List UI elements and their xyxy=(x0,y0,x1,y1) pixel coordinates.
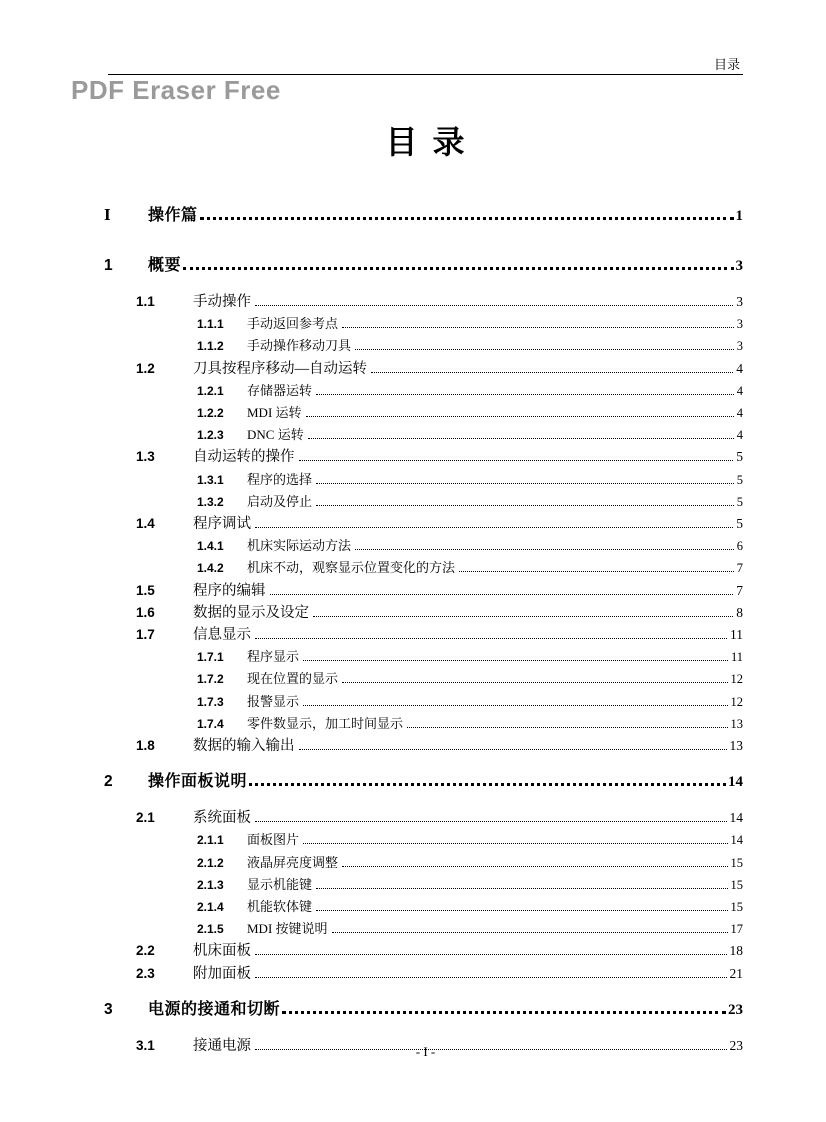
toc-entry xyxy=(104,807,743,829)
toc-entry xyxy=(104,713,743,735)
toc-entry xyxy=(104,335,743,357)
toc-entry-number: I xyxy=(104,205,111,224)
toc-entry-number: 1.4 xyxy=(136,516,155,532)
toc-entry-title: DNC 运转 xyxy=(247,427,304,443)
toc-entry-title: 机床面板 xyxy=(193,943,251,960)
toc-entry-page: 14 xyxy=(730,833,743,848)
toc-entry-page: 23 xyxy=(729,1037,743,1053)
toc-entry-title: 手动操作 xyxy=(193,294,251,310)
toc-entry-title: 接通电源 xyxy=(193,1037,251,1054)
toc-entry-page: 7 xyxy=(736,561,743,576)
toc-leader-dots xyxy=(270,589,734,595)
toc-entry-title: 程序的选择 xyxy=(247,471,313,487)
toc-entry-number: 1.4.2 xyxy=(197,561,224,576)
toc-entry-number: 2 xyxy=(104,773,113,791)
toc-entry-number: 1.6 xyxy=(136,604,155,620)
toc-entry-title: 信息显示 xyxy=(193,627,251,644)
toc-entry-page: 4 xyxy=(736,383,743,398)
toc-leader-dots xyxy=(255,949,727,955)
toc-entry-number: 1.2.2 xyxy=(197,406,224,421)
page-header-label: 目录 xyxy=(713,57,740,72)
toc-entry-number: 2.3 xyxy=(136,965,155,981)
pdf-eraser-watermark: PDF Eraser Free xyxy=(71,75,281,105)
toc-entry-page: 14 xyxy=(729,810,743,826)
toc-entry xyxy=(104,940,743,962)
toc-entry xyxy=(104,998,743,1022)
toc-leader-dots xyxy=(299,744,727,750)
toc-entry-page: 8 xyxy=(736,604,743,620)
toc-entry-title: 机能软体键 xyxy=(247,899,313,915)
toc-entry xyxy=(104,254,743,278)
toc-leader-dots xyxy=(342,322,734,328)
toc-entry xyxy=(104,557,743,579)
toc-entry-page: 17 xyxy=(730,922,743,937)
toc-entry-title: 程序的编辑 xyxy=(193,582,266,599)
toc-entry-title: 面板图片 xyxy=(247,832,300,848)
toc-entry-page: 12 xyxy=(730,672,743,687)
toc-entry-page: 4 xyxy=(736,428,743,443)
toc-entry-page: 3 xyxy=(736,339,743,354)
toc-leader-dots xyxy=(332,927,728,933)
toc-leader-dots xyxy=(316,478,734,484)
toc-entry-page: 11 xyxy=(730,650,743,665)
toc-leader-dots xyxy=(355,344,734,350)
toc-entry xyxy=(104,491,743,513)
toc-entry-title: 操作篇 xyxy=(148,207,198,224)
toc-entry-title: 报警显示 xyxy=(247,693,300,709)
toc-entry xyxy=(104,446,743,468)
toc-entry-title: MDI 运转 xyxy=(247,405,302,421)
toc-entry xyxy=(104,852,743,874)
toc-entry-page: 5 xyxy=(736,494,743,509)
toc-entry-page: 4 xyxy=(736,360,743,376)
toc-entry-number: 2.2 xyxy=(136,943,155,959)
toc-entry-number: 1.7.4 xyxy=(197,716,224,731)
toc-entry-number: 3.1 xyxy=(136,1037,155,1053)
toc-entry-page: 13 xyxy=(730,716,743,731)
toc-entry-title: 程序调试 xyxy=(193,516,251,533)
toc-entry-page: 5 xyxy=(736,516,743,532)
toc-entry-title: 电源的接通和切断 xyxy=(148,1000,281,1018)
toc-entry-number: 1.5 xyxy=(136,582,155,598)
toc-entry xyxy=(104,313,743,335)
toc-entry-title: 操作面板说明 xyxy=(148,773,248,791)
toc-entry-page: 4 xyxy=(736,406,743,421)
toc-leader-dots xyxy=(200,212,734,220)
toc-entry xyxy=(104,874,743,896)
toc-entry-number: 2.1.3 xyxy=(197,877,224,892)
toc-entry-title: 液晶屏亮度调整 xyxy=(247,854,339,870)
toc-leader-dots xyxy=(316,883,727,889)
toc-entry xyxy=(104,963,743,985)
toc-leader-dots xyxy=(313,611,733,617)
page-title: 目 录 xyxy=(385,124,466,160)
toc-entry-number: 1.2.1 xyxy=(197,383,224,398)
toc-leader-dots xyxy=(249,778,726,786)
toc-entry-page: 3 xyxy=(736,294,743,309)
toc-leader-dots xyxy=(183,262,733,270)
toc-entry-title: 显示机能键 xyxy=(247,876,313,892)
toc-leader-dots xyxy=(316,500,734,506)
toc-leader-dots xyxy=(255,633,727,639)
toc-entry-title: 手动返回参考点 xyxy=(247,316,339,332)
toc-entry-title: 零件数显示，加工时间显示 xyxy=(247,715,404,731)
toc-entry-title: 机床不动，观察显示位置变化的方法 xyxy=(247,560,456,576)
toc-leader-dots xyxy=(255,816,727,822)
toc-entry-number: 1.7 xyxy=(136,627,155,643)
toc-entry xyxy=(104,203,743,228)
toc-entry-title: 机床实际运动方法 xyxy=(247,538,352,554)
toc-entry-number: 1.3 xyxy=(136,449,155,465)
toc-leader-dots xyxy=(306,411,734,417)
toc-entry-page: 12 xyxy=(730,694,743,709)
toc-leader-dots xyxy=(407,722,727,728)
toc-entry-page: 3 xyxy=(735,258,743,274)
toc-entry-title: 手动操作移动刀具 xyxy=(247,338,352,354)
toc-entry xyxy=(104,580,743,602)
toc-entry-number: 1.4.1 xyxy=(197,539,224,554)
toc-entry xyxy=(104,646,743,668)
toc-entry-number: 1.2.3 xyxy=(197,428,224,443)
toc-leader-dots xyxy=(371,367,733,373)
toc-entry-number: 1.8 xyxy=(136,738,155,754)
toc-entry-title: 概要 xyxy=(148,257,182,274)
toc-entry-number: 2.1 xyxy=(136,810,155,826)
toc-entry xyxy=(104,691,743,713)
toc-entry xyxy=(104,358,743,380)
toc-entry-number: 1 xyxy=(104,257,113,274)
toc-entry-number: 1.7.1 xyxy=(197,650,224,665)
toc-leader-dots xyxy=(355,544,734,550)
toc-entry-title: MDI 按键说明 xyxy=(247,921,328,937)
toc-entry-number: 1.3.2 xyxy=(197,494,224,509)
toc-entry xyxy=(104,424,743,446)
toc-entry-title: 现在位置的显示 xyxy=(247,671,339,687)
toc-entry xyxy=(104,624,743,646)
toc-entry-number: 2.1.1 xyxy=(197,833,224,848)
toc-entry-number: 3 xyxy=(104,1000,113,1018)
toc-entry-title: 数据的显示及设定 xyxy=(193,604,309,621)
toc-entry-title: 启动及停止 xyxy=(247,493,313,509)
toc-entry-page: 15 xyxy=(730,855,743,870)
toc-entry-page: 3 xyxy=(736,317,743,332)
toc-entry-number: 1.7.3 xyxy=(197,694,224,709)
toc-leader-dots xyxy=(299,455,734,461)
toc-entry xyxy=(104,896,743,918)
toc-leader-dots xyxy=(342,861,727,867)
toc xyxy=(104,190,743,1057)
toc-leader-dots xyxy=(459,566,734,572)
toc-leader-dots xyxy=(303,655,728,661)
toc-entry xyxy=(104,735,743,757)
toc-entry-number: 2.1.5 xyxy=(197,922,224,937)
toc-entry-number: 1.1 xyxy=(136,294,155,309)
toc-entry-page: 18 xyxy=(729,943,743,959)
toc-entry-title: 刀具按程序移动—自动运转 xyxy=(193,360,367,377)
toc-entry xyxy=(104,770,743,794)
toc-entry xyxy=(104,291,743,313)
toc-leader-dots xyxy=(342,677,727,683)
toc-entry-title: 存储器运转 xyxy=(247,382,313,398)
toc-entry-page: 1 xyxy=(735,208,743,224)
toc-entry-number: 1.7.2 xyxy=(197,672,224,687)
toc-leader-dots xyxy=(303,838,727,844)
toc-leader-dots xyxy=(255,972,727,978)
toc-entry-page: 21 xyxy=(729,965,743,981)
toc-entry-page: 23 xyxy=(728,1001,743,1018)
toc-leader-dots xyxy=(255,522,733,528)
toc-entry-page: 13 xyxy=(729,738,743,754)
toc-entry xyxy=(104,918,743,940)
toc-entry xyxy=(104,380,743,402)
toc-leader-dots xyxy=(282,1006,726,1014)
toc-leader-dots xyxy=(303,700,727,706)
toc-entry-page: 15 xyxy=(730,877,743,892)
toc-entry-title: 系统面板 xyxy=(193,810,251,827)
toc-entry-title: 自动运转的操作 xyxy=(193,449,295,466)
toc-entry-title: 数据的输入输出 xyxy=(193,738,295,755)
toc-entry-title: 程序显示 xyxy=(247,649,300,665)
toc-entry-page: 11 xyxy=(730,627,743,643)
toc-entry-number: 1.3.1 xyxy=(197,472,224,487)
toc-entry-page: 5 xyxy=(736,449,743,465)
toc-leader-dots xyxy=(316,905,727,911)
toc-entry-page: 5 xyxy=(736,472,743,487)
toc-leader-dots xyxy=(255,300,733,306)
toc-leader-dots xyxy=(316,389,734,395)
toc-entry-page: 15 xyxy=(730,900,743,915)
toc-entry-title: 附加面板 xyxy=(193,965,251,982)
page-number-footer: - I - xyxy=(415,1044,436,1059)
toc-entry-number: 1.1.1 xyxy=(197,317,224,332)
toc-entry-page: 14 xyxy=(728,774,743,791)
toc-leader-dots xyxy=(308,433,734,439)
toc-entry xyxy=(104,402,743,424)
toc-entry-page: 6 xyxy=(736,539,743,554)
toc-entry xyxy=(104,469,743,491)
toc-entry-number: 1.2 xyxy=(136,360,155,376)
toc-entry-number: 2.1.2 xyxy=(197,855,224,870)
toc-entry-page: 7 xyxy=(736,582,743,598)
toc-entry-number: 1.1.2 xyxy=(197,339,224,354)
toc-entry-number: 2.1.4 xyxy=(197,900,224,915)
toc-entry xyxy=(104,668,743,690)
toc-entry xyxy=(104,602,743,624)
toc-entry xyxy=(104,535,743,557)
toc-entry xyxy=(104,513,743,535)
toc-entry xyxy=(104,829,743,851)
